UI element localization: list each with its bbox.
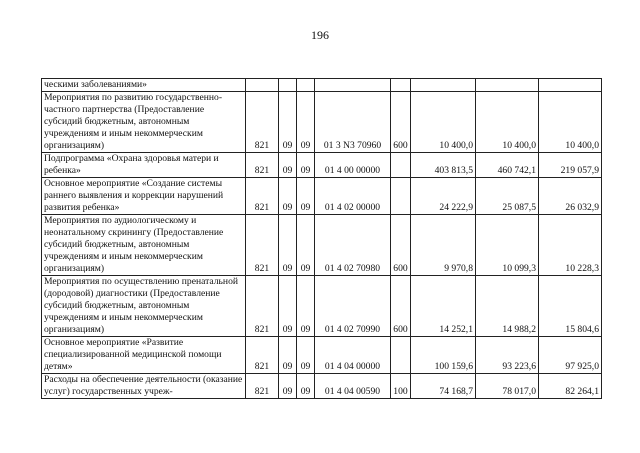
table-row [42,374,602,399]
target-article-code: 01 4 00 00000 [315,153,391,178]
amount-year-3: 10 228,3 [539,215,602,276]
table-row [42,178,602,215]
expense-type-code: 600 [391,276,411,337]
row-name: Мероприятия по развитию государственно-частного партнерства (Предоставление субсидий бюджетным, автономным учреждениям и иным некоммерческим организациям) [42,92,246,153]
row-name: Мероприятия по осуществлению пренатальной (дородовой) диагностики (Предоставление субсидий бюджетным, автономным учреждениям и иным некоммерческим организациям) [42,276,246,337]
amount-year-1: 74 168,7 [411,374,476,399]
amount-year-2: 93 223,6 [476,337,539,374]
amount-year-3: 219 057,9 [539,153,602,178]
amount-year-2 [476,79,539,92]
expense-type-code [391,153,411,178]
expense-type-code: 600 [391,215,411,276]
amount-year-1 [411,79,476,92]
row-name: Мероприятия по аудиологическому и неонатальному скринингу (Предоставление субсидий бюджетным, автономным учреждениям и иным некоммерческим организациям) [42,215,246,276]
budget-table-body [42,79,602,399]
ministry-code: 821 [246,178,279,215]
target-article-code: 01 4 04 00590 [315,374,391,399]
amount-year-1: 9 970,8 [411,215,476,276]
amount-year-2: 78 017,0 [476,374,539,399]
table-row [42,337,602,374]
amount-year-3: 26 032,9 [539,178,602,215]
expense-type-code: 600 [391,92,411,153]
subsection-code: 09 [297,153,315,178]
amount-year-1: 24 222,9 [411,178,476,215]
table-row [42,79,602,92]
ministry-code: 821 [246,92,279,153]
row-name: ческими заболеваниями» [42,79,246,92]
target-article-code: 01 4 04 00000 [315,337,391,374]
target-article-code [315,79,391,92]
subsection-code: 09 [297,178,315,215]
section-code: 09 [279,337,297,374]
ministry-code: 821 [246,374,279,399]
section-code: 09 [279,215,297,276]
amount-year-2: 14 988,2 [476,276,539,337]
section-code: 09 [279,374,297,399]
amount-year-2: 460 742,1 [476,153,539,178]
table-row [42,276,602,337]
row-name: Основное мероприятие «Развитие специализированной медицинской помощи детям» [42,337,246,374]
amount-year-3: 15 804,6 [539,276,602,337]
amount-year-3: 10 400,0 [539,92,602,153]
subsection-code: 09 [297,276,315,337]
amount-year-2: 10 099,3 [476,215,539,276]
amount-year-2: 10 400,0 [476,92,539,153]
section-code: 09 [279,153,297,178]
section-code: 09 [279,92,297,153]
table-row [42,153,602,178]
ministry-code: 821 [246,337,279,374]
table-row [42,215,602,276]
subsection-code: 09 [297,374,315,399]
amount-year-1: 14 252,1 [411,276,476,337]
ministry-code: 821 [246,276,279,337]
expense-type-code [391,337,411,374]
page-number: 196 [311,28,329,42]
section-code: 09 [279,276,297,337]
subsection-code [297,79,315,92]
expense-type-code [391,79,411,92]
subsection-code: 09 [297,92,315,153]
row-name: Основное мероприятие «Создание системы раннего выявления и коррекции нарушений развития ребенка» [42,178,246,215]
amount-year-1: 10 400,0 [411,92,476,153]
target-article-code: 01 4 02 70990 [315,276,391,337]
ministry-code [246,79,279,92]
subsection-code: 09 [297,337,315,374]
amount-year-3 [539,79,602,92]
amount-year-3: 97 925,0 [539,337,602,374]
amount-year-2: 25 087,5 [476,178,539,215]
amount-year-1: 403 813,5 [411,153,476,178]
table-row [42,92,602,153]
row-name: Подпрограмма «Охрана здоровья матери и ребенка» [42,153,246,178]
amount-year-1: 100 159,6 [411,337,476,374]
target-article-code: 01 4 02 70980 [315,215,391,276]
ministry-code: 821 [246,215,279,276]
expense-type-code [391,178,411,215]
expense-type-code: 100 [391,374,411,399]
row-name: Расходы на обеспечение деятельности (оказание услуг) государственных учреж- [42,374,246,399]
target-article-code: 01 3 N3 70960 [315,92,391,153]
section-code [279,79,297,92]
amount-year-3: 82 264,1 [539,374,602,399]
subsection-code: 09 [297,215,315,276]
budget-table [41,78,602,399]
target-article-code: 01 4 02 00000 [315,178,391,215]
ministry-code: 821 [246,153,279,178]
section-code: 09 [279,178,297,215]
